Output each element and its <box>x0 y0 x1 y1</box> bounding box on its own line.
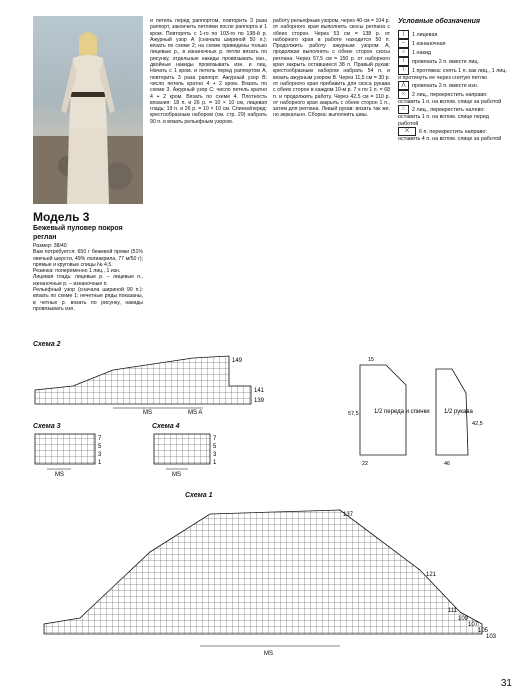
svg-text:3: 3 <box>213 452 217 458</box>
legend-item: \ 1 протяжка: снять 1 п. как лиц., 1 лиц. и протянуть ее через снятую петлю <box>398 67 507 81</box>
legend-item: ○ 1 накид <box>398 48 508 57</box>
scheme-2-chart <box>33 350 293 420</box>
legend-item: ⨉ 6 п. перекрестить направо: оставить 4 п. на вспом. спице за работой <box>398 127 502 142</box>
svg-text:103: 103 <box>486 634 497 640</box>
svg-text:57,5: 57,5 <box>348 411 359 417</box>
svg-text:7: 7 <box>98 436 102 442</box>
svg-text:109: 109 <box>458 616 469 622</box>
svg-text:42,5: 42,5 <box>472 421 483 427</box>
scheme-1-label: Схема 1 <box>185 492 213 499</box>
ms-label: MS <box>264 651 273 657</box>
svg-text:5: 5 <box>213 444 217 450</box>
svg-text:3: 3 <box>98 452 102 458</box>
svg-text:105: 105 <box>478 628 489 634</box>
paragraph-materials: Вам потребуется: 650 г бежевой пряжи (51% овечьей шерсти, 49% полиакрила, 77 м/50 г); прямые и круговые спицы № 4,5. <box>33 249 143 268</box>
ssk-icon: \ <box>398 66 409 75</box>
legend-item: ⤬ 2 лиц., перекрестить направо: оставить 1 п. на вспом. спице за работой <box>398 91 502 106</box>
svg-text:137: 137 <box>343 512 354 518</box>
svg-text:121: 121 <box>426 572 437 578</box>
svg-text:MS: MS <box>55 472 64 478</box>
legend-item: ⤫ 2 лиц., перекрестить налево: оставить 1 п. на вспом. спице перед работой <box>398 106 489 127</box>
svg-text:MS: MS <box>172 472 181 478</box>
text-column-3: работу рельефным узором, через 40 см = 104 р. от наборного края выполнить скосы реглана с обеих сторон. Через 53 см = 138 р. от наборного края в работе находится 50 п. Продолжить работу ажурным узором А, продолжая выполнять с обеих сторон скосы реглана. Через 57,5 см = 150 р. от наборного края закрыть оставшиеся 38 п. Правый рукав: крестообразным набором набрать 54 п. и вязать ажурным узором В. Через 11,5 см = 30 р. от наборного края прибавить для скоса рукава с обеих сторон в каждом 10-м р. 7 х по 1 п. = 68 п. и продолжить работу. Через 42,5 см = 110 р. от наборного края закрыть с обеих сторон 1 п., затем для реглана. Левый рукав: вязать так же, но зеркально. Сборка: выполнить швы. <box>273 18 390 119</box>
paragraph-rib: Резинка: попеременно 1 лиц., 1 изн. <box>33 268 121 275</box>
legend <box>398 30 508 142</box>
row-number: 141 <box>254 388 265 394</box>
svg-text:1: 1 <box>213 460 217 466</box>
model-photo <box>33 16 143 204</box>
svg-text:22: 22 <box>362 461 369 467</box>
legend-item: | 1 лицевая <box>398 30 508 39</box>
model-subtitle: Бежевый пуловер покроя реглан <box>33 225 123 241</box>
svg-text:107: 107 <box>468 622 479 628</box>
k2tog-icon: / <box>398 57 409 66</box>
knit-symbol-icon: | <box>398 30 409 39</box>
row-number: 149 <box>232 358 243 364</box>
text-column-2: и петель перед раппортом, повторить 3 раза раппорт, закончить петлями после раппорта и 1 кром. Повторять с 1-го по 103-го по 138-й р. Ажурный узор А (сначала шириной 50 п.): вязать по схеме 2; на схеме приведены только лицевые р., в изнаночных р. петли вязать по рисунку, отдельные накиды провязывать изн., двойные накиды провязывать изн. и лиц. Начать с 1 кром. и петель перед раппортом А, повторить 3 раза раппорт. Ажурный узор В: число петель кратно 4 + 2 кром. Вязать по схеме 3. Ажурный узор С: число петель кратно 4 + 2 кром. Вязать по схеме 4. Плотность вязания: 18 п. и 26 р. = 10 × 10 см, лицевая гладь; 19 п. и 26 р. = 10 × 10 см. Спинка/перед: крестообразным набором (см. стр. 29) набрать 90 п. и вязать рельефным узором. <box>150 18 267 125</box>
legend-item: ⋀ провязать 2 п. вместе изн. <box>398 81 508 90</box>
body-piece-label: 1/2 переда и спинки <box>374 409 430 415</box>
svg-text:7: 7 <box>213 436 217 442</box>
paragraph-stockinette: Лицевая гладь: лицевые р. – лицевые п., изнаночные р. – изнаночные п. <box>33 274 143 287</box>
svg-text:5: 5 <box>98 444 102 450</box>
svg-text:46: 46 <box>444 461 451 467</box>
legend-item: / провязать 2 п. вместе лиц. <box>398 57 508 66</box>
svg-text:111: 111 <box>448 608 458 614</box>
paragraph-size: Размер: 38/40 <box>33 243 67 249</box>
scheme-3-label: Схема 3 <box>33 423 61 430</box>
cable-six-icon: ⨉ <box>398 127 416 136</box>
pattern-pieces <box>340 355 500 475</box>
yarn-over-icon: ○ <box>398 48 409 57</box>
page-number: 31 <box>500 678 512 689</box>
sleeve-piece-label: 1/2 рукава <box>444 409 473 415</box>
scheme-4-label: Схема 4 <box>152 423 180 430</box>
svg-text:1: 1 <box>98 460 102 466</box>
scheme-3-chart <box>33 432 113 480</box>
legend-item: – 1 изнаночная <box>398 39 508 48</box>
scheme-2-label: Схема 2 <box>33 341 61 348</box>
legend-title: Условные обозначения <box>398 18 481 25</box>
purl-symbol-icon: – <box>398 39 409 48</box>
row-number: 139 <box>254 398 265 404</box>
ms-label: MS <box>143 410 152 416</box>
cross-right-icon: ⤬ <box>398 90 409 99</box>
ms-a-label: MS A <box>188 410 203 416</box>
scheme-1-chart <box>40 500 510 660</box>
paragraph-relief: Рельефный узор (сначала шириной 90 п.): вязать по схеме 1; нечетные ряды показаны, в четных р. вязать по рисунку, накиды провязывать изн. <box>33 287 143 312</box>
cross-left-icon: ⤫ <box>398 105 409 114</box>
text-column-1 <box>33 243 143 312</box>
svg-text:15: 15 <box>368 357 375 363</box>
model-title: Модель 3 <box>33 210 90 224</box>
p2tog-icon: ⋀ <box>398 81 409 90</box>
scheme-4-chart <box>152 432 232 480</box>
